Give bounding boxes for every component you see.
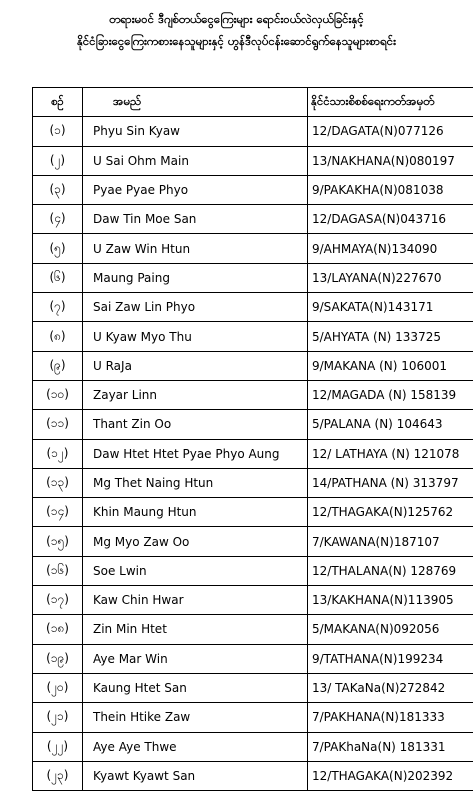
nrc-number: 9/PAKAKHA(N)081038 <box>308 175 473 204</box>
title-line-1: တရားမဝင် ဒီဂျစ်တယ်ငွေကြေးများ ရောင်းဝယ်လဲလှယ်ခြင်းနှင့် <box>109 12 364 26</box>
row-number: (၁၃) <box>33 468 83 497</box>
nrc-number: 5/MAKANA(N)092056 <box>308 615 473 644</box>
nrc-number: 12/MAGADA (N) 158139 <box>308 380 473 409</box>
table-row <box>33 615 473 644</box>
nrc-number: 7/KAWANA(N)187107 <box>308 527 473 556</box>
row-number: (၁၇) <box>33 586 83 615</box>
person-name: Pyae Pyae Phyo <box>83 175 308 204</box>
person-name: U Zaw Win Htun <box>83 234 308 263</box>
nrc-number: 12/THAGAKA(N)125762 <box>308 498 473 527</box>
person-name: Soe Lwin <box>83 556 308 585</box>
row-number: (၂၀) <box>33 673 83 702</box>
row-number: (၁၆) <box>33 556 83 585</box>
person-name: Zin Min Htet <box>83 615 308 644</box>
row-number: (၁၈) <box>33 615 83 644</box>
table-row <box>33 175 473 204</box>
row-number: (၃) <box>33 175 83 204</box>
table-row <box>33 410 473 439</box>
nrc-number: 12/DAGASA(N)043716 <box>308 205 473 234</box>
table-row <box>33 468 473 497</box>
table-row <box>33 263 473 292</box>
table-row <box>33 205 473 234</box>
column-header-nrc: နိုင်ငံသားစိစစ်ရေးကတ်အမှတ် <box>308 88 473 117</box>
person-name: Thein Htike Zaw <box>83 703 308 732</box>
person-name: Kyawt Kyawt San <box>83 761 308 790</box>
person-name: Daw Tin Moe San <box>83 205 308 234</box>
nrc-number: 5/PALANA (N) 104643 <box>308 410 473 439</box>
row-number: (၅) <box>33 234 83 263</box>
person-name: Sai Zaw Lin Phyo <box>83 293 308 322</box>
person-name: Daw Htet Htet Pyae Phyo Aung <box>83 439 308 468</box>
nrc-number: 13/NAKHANA(N)080197 <box>308 146 473 175</box>
row-number: (၇) <box>33 293 83 322</box>
nrc-number: 13/KAKHANA(N)113905 <box>308 586 473 615</box>
row-number: (၁၉) <box>33 644 83 673</box>
person-name: Mg Thet Naing Htun <box>83 468 308 497</box>
row-number: (၆) <box>33 263 83 292</box>
table-row <box>33 732 473 761</box>
title-line-2: နိုင်ငံခြားငွေကြေးကစားနေသူများနှင့် ဟွန်ဒီလုပ်ငန်းဆောင်ရွက်နေသူများစာရင်း <box>76 34 397 48</box>
person-name: Zayar Linn <box>83 380 308 409</box>
nrc-number: 5/AHYATA (N) 133725 <box>308 322 473 351</box>
row-number: (၁၀) <box>33 380 83 409</box>
person-name: Aye Aye Thwe <box>83 732 308 761</box>
document-title <box>0 8 473 52</box>
row-number: (၉) <box>33 351 83 380</box>
table-row <box>33 673 473 702</box>
row-number: (၁) <box>33 117 83 146</box>
person-name: Thant Zin Oo <box>83 410 308 439</box>
nrc-number: 9/SAKATA(N)143171 <box>308 293 473 322</box>
row-number: (၁၄) <box>33 498 83 527</box>
table-body <box>33 117 473 791</box>
person-name: Mg Myo Zaw Oo <box>83 527 308 556</box>
row-number: (၂၁) <box>33 703 83 732</box>
nrc-number: 9/TATHANA(N)199234 <box>308 644 473 673</box>
table-row <box>33 117 473 146</box>
nrc-number: 14/PATHANA (N) 313797 <box>308 468 473 497</box>
nrc-number: 12/ LATHAYA (N) 121078 <box>308 439 473 468</box>
table-row <box>33 293 473 322</box>
row-number: (၂၃) <box>33 761 83 790</box>
table-row <box>33 234 473 263</box>
nrc-number: 9/AHMAYA(N)134090 <box>308 234 473 263</box>
person-name: Maung Paing <box>83 263 308 292</box>
row-number: (၄) <box>33 205 83 234</box>
table-row <box>33 644 473 673</box>
person-name: U Kyaw Myo Thu <box>83 322 308 351</box>
row-number: (၂၂) <box>33 732 83 761</box>
person-name: Aye Mar Win <box>83 644 308 673</box>
nrc-number: 12/THALANA(N) 128769 <box>308 556 473 585</box>
column-header-number: စဉ် <box>33 88 83 117</box>
row-number: (၁၂) <box>33 439 83 468</box>
person-name: Kaw Chin Hwar <box>83 586 308 615</box>
table-row <box>33 351 473 380</box>
person-list-table <box>32 87 473 791</box>
row-number: (၂) <box>33 146 83 175</box>
person-name: Khin Maung Htun <box>83 498 308 527</box>
nrc-number: 12/THAGAKA(N)202392 <box>308 761 473 790</box>
table-row <box>33 527 473 556</box>
row-number: (၈) <box>33 322 83 351</box>
person-name: Phyu Sin Kyaw <box>83 117 308 146</box>
table-row <box>33 703 473 732</box>
table-row <box>33 761 473 790</box>
table-row <box>33 586 473 615</box>
nrc-number: 13/ TAKaNa(N)272842 <box>308 673 473 702</box>
table-row <box>33 146 473 175</box>
nrc-number: 12/DAGATA(N)077126 <box>308 117 473 146</box>
row-number: (၁၅) <box>33 527 83 556</box>
table-row <box>33 322 473 351</box>
person-name: Kaung Htet San <box>83 673 308 702</box>
table-row <box>33 439 473 468</box>
person-name: U Sai Ohm Main <box>83 146 308 175</box>
table-row <box>33 380 473 409</box>
table-row <box>33 556 473 585</box>
nrc-number: 7/PAKhaNa(N) 181331 <box>308 732 473 761</box>
column-header-name: အမည် <box>83 88 308 117</box>
nrc-number: 13/LAYANA(N)227670 <box>308 263 473 292</box>
table-row <box>33 498 473 527</box>
nrc-number: 9/MAKANA (N) 106001 <box>308 351 473 380</box>
person-name: U RaJa <box>83 351 308 380</box>
nrc-number: 7/PAKHANA(N)181333 <box>308 703 473 732</box>
row-number: (၁၁) <box>33 410 83 439</box>
table-header-row <box>33 88 473 117</box>
